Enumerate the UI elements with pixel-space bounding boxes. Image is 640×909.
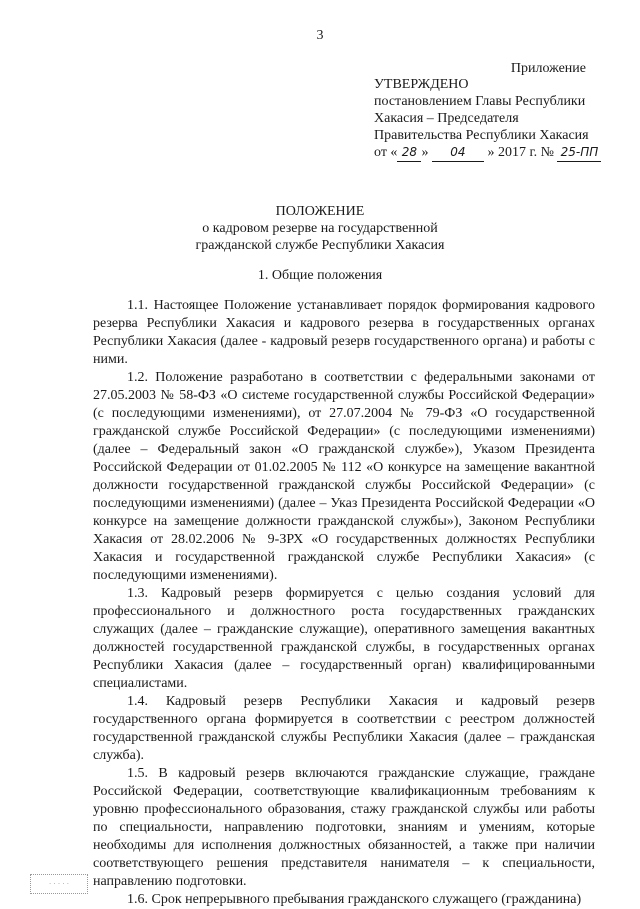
paragraph-1-5: 1.5. В кадровый резерв включаются гражданские служащие, граждане Российской Федерации, соответствующие квалификационным требованиям к уровню профессионального образования, стажу гражданской службы или работы по специальности, направлению подготовки, знаниям и умениям, которые необходимы для исполнения должностных обязанностей, а также при наличии соответствующего решения представителя нанимателя – к специальности, направлению подготовки. [93, 766, 595, 889]
paragraph-1-2: 1.2. Положение разработано в соответствии с федеральными законами от 27.05.2003 № 58-ФЗ «О системе государственной службы Российской Федерации» (с последующими изменениями), от 27.07.2004 № 79-ФЗ «О государственной гражданской службе Российской Федерации» (с последующими изменениями) (далее – Федеральный закон «О гражданской службе»), Указом Президента Российской Федерации от 01.02.2005 № 112 «О конкурсе на замещение вакантной должности государственной гражданской службы Российской Федерации» (с последующими изменениями) (далее – Указ Президента Российской Федерации «О конкурсе на замещение должности гражданской службы»), Законом Республики Хакасия от 28.02.2006 № 9-ЗРХ «О государственных должностях Республики Хакасия и государственной гражданской службе Республики Хакасия» (с последующими изменениями). [93, 370, 595, 583]
archive-stamp: · · · · · [30, 874, 88, 894]
handwritten-month: 04 [432, 144, 484, 162]
approval-date-line [374, 144, 601, 162]
appendix-label: Приложение [510, 61, 586, 76]
date-prefix: от « [374, 145, 398, 160]
paragraph-1-6: 1.6. Срок непрерывного пребывания гражданского служащего (гражданина) [127, 892, 582, 907]
paragraph-1-3: 1.3. Кадровый резерв формируется с целью создания условий для профессионального и должностного роста государственных гражданских служащих (далее – гражданские служащие), оперативного замещения вакантных должностей государственной гражданской службы, в государственных органах Республики Хакасия (далее – государственный орган) квалифицированными специалистами. [93, 586, 595, 691]
document-title [0, 203, 640, 254]
title-line-1: ПОЛОЖЕНИЕ [275, 204, 365, 219]
title-line-3: гражданской службе Республики Хакасия [195, 238, 445, 253]
paragraph-1-1: 1.1. Настоящее Положение устанавливает порядок формирования кадрового резерва Республики Хакасия и кадрового резерва в государственных органах Республики Хакасия (далее - кадровый резерв государственного органа) и работы с ними. [93, 298, 595, 367]
date-year: » 2017 г. № [487, 145, 554, 160]
approval-line-1: постановлением Главы Республики [374, 94, 586, 109]
handwritten-number: 25-ПП [557, 144, 601, 162]
approval-line-2: Хакасия – Председателя [374, 111, 519, 126]
page-number: 3 [316, 28, 324, 43]
date-mid: » [421, 145, 429, 160]
document-body [93, 297, 595, 909]
title-line-2: о кадровом резерве на государственной [202, 221, 438, 236]
handwritten-day: 28 [397, 144, 421, 162]
section-title: 1. Общие положения [257, 268, 383, 283]
approval-heading: УТВЕРЖДЕНО [374, 77, 469, 92]
paragraph-1-4: 1.4. Кадровый резерв Республики Хакасия и кадровый резерв государственного органа формируется в соответствии с реестром должностей государственной гражданской службы Республики Хакасия (далее – гражданская служба). [93, 694, 595, 763]
approval-line-3: Правительства Республики Хакасия [374, 128, 589, 143]
approval-block [374, 76, 601, 162]
